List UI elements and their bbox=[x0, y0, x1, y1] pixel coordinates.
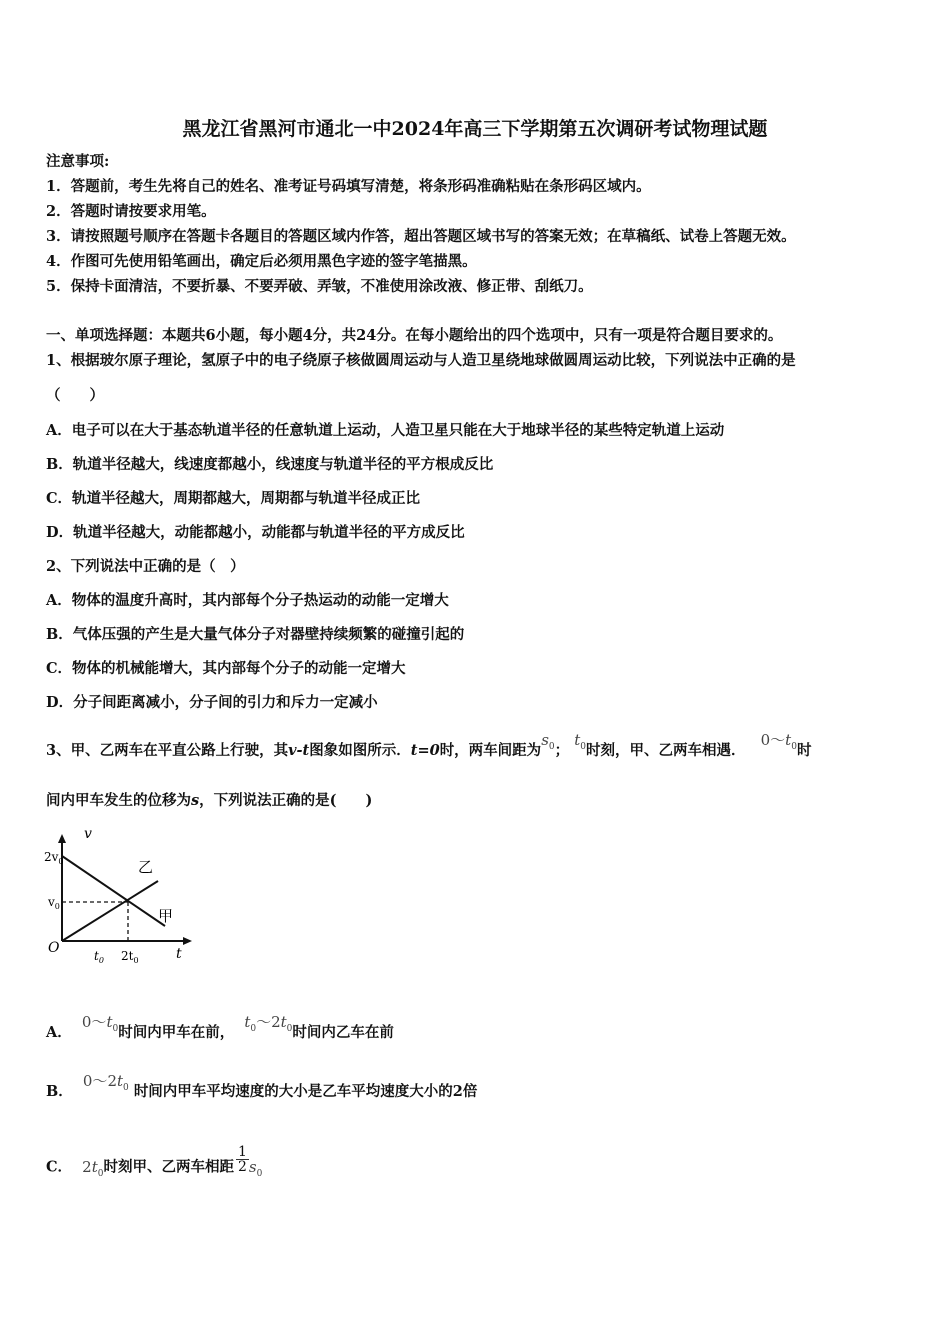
label-yi: 乙 bbox=[138, 858, 154, 876]
q2-stem: 2、下列说法中正确的是（ ） bbox=[46, 558, 245, 575]
q3-option-b: B． $0\sim 2t_0$ 时间内甲车平均速度的大小是乙车平均速度大小的2倍 bbox=[46, 1072, 478, 1100]
v-axis-arrow bbox=[58, 834, 66, 843]
math-0-t0: $0\sim t_0$ bbox=[81, 1013, 119, 1034]
section-heading: 一、单项选择题：本题共6小题，每小题4分，共24分。在每小题给出的四个选项中，只有一项是符合题目要求的。 bbox=[46, 327, 783, 344]
notice-item-2: 2．答题时请按要求用笔。 bbox=[46, 203, 216, 220]
q1-answer-paren: （ ） bbox=[46, 387, 104, 404]
tick-2v0: $2v_0$ bbox=[44, 850, 64, 866]
q3-stem: 3、甲、乙两车在平直公路上行驶，其v-t图象如图所示．t=0时，两车间距为$s_0$； $t_0$时刻，甲、乙两车相遇． $0\sim t_0$时 bbox=[46, 731, 812, 759]
math-t0-2t0: $t_0\sim 2t_0$ bbox=[244, 1013, 293, 1034]
q2-option-b: B．气体压强的产生是大量气体分子对器壁持续频繁的碰撞引起的 bbox=[46, 626, 465, 643]
q3-option-c: C． $2t_0$时刻甲、乙两车相距 $\frac{1}{2}$ $s_0$ bbox=[46, 1144, 263, 1179]
math-s0: $s_0$ bbox=[541, 731, 555, 752]
q1-option-a: A．电子可以在大于基态轨道半径的任意轨道上运动，人造卫星只能在大于地球半径的某些特定轨道上运动 bbox=[46, 422, 725, 439]
q2-option-d: D．分子间距离减小，分子间的引力和斥力一定减小 bbox=[46, 694, 378, 711]
q3-option-a: A． $0\sim t_0$时间内甲车在前， $t_0\sim 2t_0$时间内乙车在前 bbox=[46, 1013, 394, 1041]
t-axis-arrow bbox=[183, 937, 192, 945]
q2-option-a: A．物体的温度升高时，其内部每个分子热运动的动能一定增大 bbox=[46, 592, 449, 609]
notice-item-4: 4．作图可先使用铅笔画出，确定后必须用黑色字迹的签字笔描黑。 bbox=[46, 253, 477, 270]
q1-option-b: B．轨道半径越大，线速度都越小，线速度与轨道半径的平方根成反比 bbox=[46, 456, 494, 473]
tick-t0: $t_0$ bbox=[94, 949, 104, 965]
q1-stem: 1、根据玻尔原子理论，氢原子中的电子绕原子核做圆周运动与人造卫星绕地球做圆周运动比较，下列说法中正确的是 bbox=[46, 352, 796, 369]
axis-v-label: v bbox=[84, 826, 92, 842]
notice-item-3: 3．请按照题号顺序在答题卡各题目的答题区域内作答，超出答题区域书写的答案无效；在草稿纸、试卷上答题无效。 bbox=[46, 228, 796, 245]
notice-item-5: 5．保持卡面清洁，不要折暴、不要弄破、弄皱，不准使用涂改液、修正带、刮纸刀。 bbox=[46, 278, 593, 295]
math-2t0: $2t_0$ bbox=[82, 1157, 104, 1179]
tick-v0: $v_0$ bbox=[48, 895, 60, 911]
q1-option-c: C．轨道半径越大，周期都越大，周期都与轨道半径成正比 bbox=[46, 490, 421, 507]
axis-t-label: t bbox=[176, 946, 182, 962]
vt-graph bbox=[40, 826, 200, 966]
q3-stem-line2: 间内甲车发生的位移为s，下列说法正确的是( ) bbox=[46, 792, 373, 809]
page-title: 黑龙江省黑河市通北一中2024年高三下学期第五次调研考试物理试题 bbox=[182, 118, 768, 140]
q2-option-c: C．物体的机械能增大，其内部每个分子的动能一定增大 bbox=[46, 660, 406, 677]
tick-2t0: $2t_0$ bbox=[121, 949, 139, 965]
math-t0: $t_0$ bbox=[574, 731, 586, 752]
notice-item-1: 1．答题前，考生先将自己的姓名、准考证号码填写清楚，将条形码准确粘贴在条形码区域内。 bbox=[46, 178, 651, 195]
math-s0: $s_0$ bbox=[248, 1157, 263, 1179]
notice-heading: 注意事项: bbox=[46, 153, 110, 170]
q1-option-d: D．轨道半径越大，动能都越小，动能都与轨道半径的平方成反比 bbox=[46, 524, 465, 541]
fraction-one-half: $\frac{1}{2}$ bbox=[237, 1144, 247, 1175]
math-0-t0: $0\sim t_0$ bbox=[760, 731, 797, 752]
label-jia: 甲 bbox=[158, 907, 174, 925]
math-0-2t0: $0\sim 2t_0$ bbox=[82, 1072, 129, 1093]
origin-label: O bbox=[48, 940, 60, 956]
